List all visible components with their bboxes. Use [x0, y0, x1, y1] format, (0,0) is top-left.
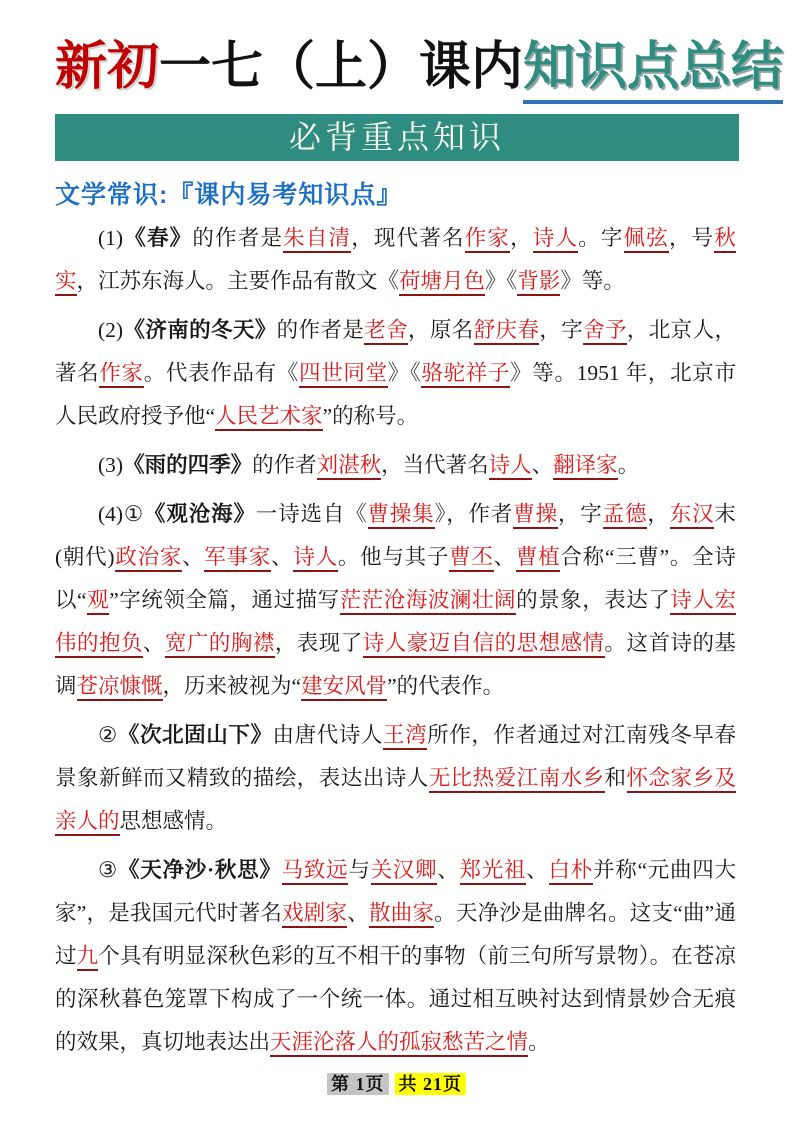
- text-run: 。: [617, 453, 640, 477]
- banner-must-memorize: 必背重点知识: [55, 114, 739, 161]
- key-term: 朱自清: [283, 226, 351, 253]
- text-run: 。字: [578, 226, 624, 250]
- text-run: ，字: [539, 318, 584, 342]
- text-run: ，北京人，著名: [55, 318, 736, 385]
- text-run: ，号: [668, 226, 715, 250]
- key-term: 刘湛秋: [317, 453, 382, 480]
- key-term: 马致远: [282, 858, 349, 885]
- key-term: 曹操集: [368, 502, 435, 529]
- key-term: 曹丕: [449, 545, 494, 572]
- text-run: 》《: [387, 361, 422, 385]
- text-run: ”的代表作。: [387, 674, 505, 698]
- key-term: 无比热爱江南水乡: [429, 766, 605, 793]
- work-title: 《春》: [123, 226, 193, 250]
- text-run: 。他与其子: [337, 545, 450, 569]
- key-term: 作家: [465, 226, 510, 253]
- key-term: 四世同堂: [299, 361, 388, 388]
- key-term: 苍凉慷慨: [77, 674, 163, 701]
- text-run: ，: [647, 502, 670, 526]
- text-run: ”的称号。: [322, 404, 419, 428]
- text-run: ，字: [557, 502, 603, 526]
- key-term: 佩弦: [624, 226, 669, 253]
- text-run: ，当代著名: [381, 453, 489, 477]
- text-run: 。代表作品有《: [143, 361, 300, 385]
- text-run: 和: [604, 766, 627, 790]
- key-term: 秋实: [55, 226, 736, 296]
- key-term: 曹操: [513, 502, 558, 529]
- text-run: 》《: [485, 269, 518, 293]
- text-run: (1): [98, 226, 124, 250]
- text-run: ，表现了: [274, 631, 363, 655]
- key-term: 舍予: [583, 318, 627, 345]
- key-term: 散曲家: [369, 901, 434, 928]
- paragraph: [55, 714, 736, 843]
- key-term: 舒庆春: [474, 318, 540, 345]
- text-run: 一诗选自《: [255, 502, 368, 526]
- page-title: [55, 34, 784, 100]
- footer-page-total: 共 21页: [395, 1073, 467, 1095]
- text-run: ，: [510, 226, 533, 250]
- key-term: 老舍: [364, 318, 408, 345]
- text-run: 、: [526, 858, 549, 882]
- work-title: 《观沧海》: [144, 502, 256, 526]
- text-run: ②: [98, 723, 118, 747]
- text-run: 个具有明显深秋色彩的互不相干的事物（前三句所写景物）。在苍凉的深秋暮色笼罩下构成了一个统一体。通过相互映衬达到情景妙合无痕的效果，真切地表达出: [55, 944, 736, 1054]
- work-title: 《次北固山下》: [117, 723, 273, 747]
- text-run: 、: [531, 453, 554, 477]
- text-run: 。这首诗的基调: [55, 631, 736, 698]
- page-footer: [0, 1070, 793, 1096]
- text-run: 。: [528, 1030, 550, 1054]
- key-term: 王湾: [383, 723, 427, 750]
- text-run: 与: [348, 858, 371, 882]
- text-run: 末(朝代): [55, 502, 736, 569]
- text-run: 的作者是: [276, 318, 365, 342]
- footer-page-number: 第 1页: [327, 1073, 389, 1095]
- key-term: 背影: [517, 269, 560, 296]
- text-run: 、: [493, 545, 516, 569]
- key-term: 宽广的胸襟: [165, 631, 275, 658]
- text-run: 的作者: [252, 453, 317, 477]
- text-run: 由唐代诗人: [272, 723, 384, 747]
- title-black-part: 一七（上）课内: [159, 38, 524, 96]
- section-heading: 文学常识:『课内易考知识点』: [55, 181, 403, 209]
- key-term: 诗人宏伟的抱负: [55, 588, 736, 658]
- key-term: 诗人: [533, 226, 578, 253]
- key-term: 天涯沦落人的孤寂愁苦之情: [270, 1030, 528, 1057]
- paragraphs: [55, 217, 736, 1064]
- key-term: 骆驼祥子: [421, 361, 510, 388]
- text-run: 》等。: [560, 269, 625, 293]
- key-term: 戏剧家: [282, 901, 347, 928]
- text-run: ，原名: [408, 318, 474, 342]
- key-term: 诗人: [489, 453, 532, 480]
- work-title: 《天净沙·秋思》: [118, 858, 282, 882]
- key-term: 政治家: [115, 545, 183, 572]
- key-term: 观: [87, 588, 110, 615]
- work-title: 《济南的冬天》: [123, 318, 277, 342]
- text-run: 、: [182, 545, 205, 569]
- key-term: 作家: [99, 361, 143, 388]
- key-term: 九: [77, 944, 99, 971]
- paragraph: [55, 309, 736, 438]
- text-run: 所作，作者通过对江南残冬早春景象新鲜而又精致的描绘，表达出诗人: [55, 723, 736, 790]
- text-run: 的景象，表达了: [516, 588, 671, 612]
- key-term: 郑光祖: [460, 858, 527, 885]
- text-run: ，江苏东海人。主要作品有散文《: [76, 269, 400, 293]
- text-run: 。天净沙是曲牌名。这支“曲”通过: [55, 901, 736, 968]
- key-term: 军事家: [204, 545, 271, 572]
- title-red-part: 新初: [55, 38, 160, 96]
- text-run: ，历来被视为“: [162, 674, 302, 698]
- paragraph: [55, 217, 736, 303]
- text-run: ③: [98, 858, 119, 882]
- text-run: 合称“三曹”。全诗以“: [55, 545, 736, 612]
- key-term: 关汉卿: [371, 858, 438, 885]
- key-term: 翻译家: [553, 453, 618, 480]
- key-term: 人民艺术家: [215, 404, 323, 431]
- paragraph: [55, 493, 736, 708]
- text-run: 、: [347, 901, 369, 925]
- text-run: 》，作者: [434, 502, 514, 526]
- text-run: (2): [98, 318, 124, 342]
- key-term: 诗人: [293, 545, 338, 572]
- key-term: 建安风骨: [301, 674, 387, 701]
- text-run: 、: [142, 631, 165, 655]
- key-term: 白朴: [549, 858, 593, 885]
- text-run: 、: [437, 858, 460, 882]
- text-run: ，现代著名: [351, 226, 465, 250]
- key-term: 曹植: [516, 545, 561, 572]
- key-term: 东汉: [670, 502, 715, 529]
- key-term: 茫茫沧海波澜壮阔: [340, 588, 516, 615]
- paragraph: [55, 444, 736, 487]
- paragraph: [55, 849, 736, 1064]
- key-term: 诗人豪迈自信的思想感情: [363, 631, 605, 658]
- text-run: 思想感情。: [119, 809, 228, 833]
- title-teal-part: 知识点总结: [523, 38, 783, 104]
- text-run: ”字统领全篇，通过描写: [109, 588, 340, 612]
- text-run: 、: [271, 545, 294, 569]
- text-run: (3): [98, 453, 124, 477]
- key-term: 孟德: [603, 502, 648, 529]
- work-title: 《雨的四季》: [123, 453, 253, 477]
- text-run: 并称“元曲四大家”，是我国元代时著名: [55, 858, 736, 925]
- text-run: 的作者是: [192, 226, 284, 250]
- text-run: 》等。1951 年，北京市人民政府授予他“: [55, 361, 736, 428]
- key-term: 怀念家乡及亲人的: [55, 766, 736, 836]
- text-run: (4)①: [98, 502, 145, 526]
- key-term: 荷塘月色: [399, 269, 485, 296]
